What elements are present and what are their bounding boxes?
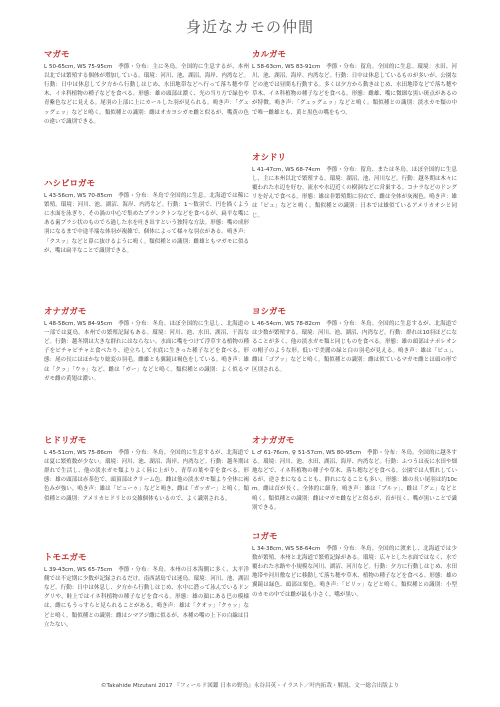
species-name: オナガガモ [252,436,295,446]
species-description: L 48-58cm, WS 84-95cm 季節・分布：冬鳥。ほぼ全国的に生息し、北海道の一部では夏鳥。本州での繁殖記録もある。環境：河川、池、水田、湖沼、干潟など。行動：越冬期は大きな群れにはならない。水面に嘴をつけて浮草する植物の種子をピチャピチャと食べたり、逆立ちして水底に生きった種子などを食べる。形態：尾の長にはほかなり総変の羽毛。雌雄とも翼鏡は褐色をしている。鳴き声：雄は「クッ」「ウゥ」など、雌は「ガー」などと鳴く。類似種との識別：よく似るマガモ雌の黄翅は濃い。 [44,320,249,382]
species-name: コガモ [252,532,278,542]
species-entry [252,436,457,513]
species-name: トモエガモ [44,553,87,563]
species-description: L 46-54cm, WS 78-82cm 季節・分布：冬鳥。全国的に生息するが、北海道では少数が繁殖する。環境：河川、池、湖沼、内湾など。行動：群れは10羽ほどになることが多く、他の淡水ガモ類と同じものを食べる。形態：雄の頭部はナポレオンの帽子のような形。低いで美麗の緑と白の羽毛が見える。鳴き声：雄は「ピュ」、雌は「ゴアッ」などと鳴く。類似種との識別：雌は似ているマガモ雌とは頭の形で区別される。 [252,320,458,373]
page-title: 身近なカモの仲間 [185,18,314,36]
species-entry [252,307,457,375]
species-entry [44,553,249,630]
species-description: L 45-51cm, WS 75-86cm 季節・分布：冬鳥。全国的に生息するが、北海道では夏に繁殖数が少ない。環境：河川、池、湖沼、海岸、内湾など。行動：越冬期は群れで生活し、他の淡水ガモ類よりよく陸に上がり、青草の葉や芽を食べる。形態：雄の頭部は赤茶色で、頭頂部はクリーム色。雌は他の淡水ガモ類より全体に褐色みが強い。鳴き声：雄は「ピューゥ」などと鳴き、雌は「ガッガー」と鳴く。類似種との識別：アメリカヒドリとの交雑個体もいるので、よく識別される。 [44,449,249,502]
copyright-footer: ©Takahide Mizutani 2017 『フィールド図鑑 日本の野鳥』永谷昌英・イラスト／叶内拓哉・解説、文一総合出版より [100,683,400,689]
species-entry [44,436,249,504]
species-entry [252,50,457,118]
species-name: オナガガモ [44,307,87,317]
species-name: オシドリ [252,153,287,163]
species-entry [44,307,249,384]
species-description: L 34-38cm, WS 58-64cm 季節・分布：冬鳥。全国的に渡来し、北海道では少数が繁殖。本州と北海道で繁殖記録がある。環境：広々とした水面ではなく、水で覆われた水路や小規模な河川、湖沼、河川など。行動：夕方に行動しはじめ、水田地帯や河川敷などに移動して落ち穂や草木、植物の種子などを食べる。形態：雄の翼鏡は緑色、頭部は栗色。鳴き声：「ピリッ」などと鳴く。類似種との識別：小型のカモの中では雌が最も小さく、嘴が黒い。 [252,545,457,598]
species-description: L 39-43cm, WS 65-75cm 季節・分布：冬鳥。本州の日本海側に多く、太平洋側では不定期に少数が記録されるだけ。南西諸島では迷鳥。環境：河川、池、湖沼など。行動：日中は休息し、夕方から行動しはじめ、水中に潜って泳んでいるドングリや、畦上ではイネ科植物の種子などを食べる。形態：雄の顔にある巴の模様は、雌にもうっすらと見られることがある。鳴き声：雄は「クオッ」「クゥッ」などと鳴く。類似種との識別：雌はシマアジ雌に似るが、本種の嘴の上下の白線は目立たない。 [44,566,249,628]
species-entry [252,532,457,600]
species-entry [252,153,457,221]
species-description: L 50-65cm, WS 75-95cm 季節・分布：主に冬鳥。全国的に生息するが、本州以北では繁殖する個体が増加している。環境：河川、池、湖沼、海岸、内湾など。行動：日中は休息して夕方から行動しはじめ、水田地帯などへ行って落ち穂や草木、イネ科植物の種子などを食べる。形態：雄の頭部は濃く、光の当り方で緑色や青紫色などに見える。尾羽の上部に上にカールした羽が見られる。鳴き声：「グェッグェッ」などと鳴く。類似種との識別：雌はオカヨシガモ雌と似るが、嘴黄の色の違いで識別できる。 [44,63,249,125]
species-description: L 58-63cm, WS 83-91cm 季節・分布：留鳥。全国的に生息。環境：水田、河川、池、湖沼、海岸、内湾など。行動：日中は休息しているものが多いが、公園などの池では昼間も行動する。多くは夕方から動きはじめ、水田地帯などで落ち穂や草木、イネ科植物の種子などを食べる。形態：雌雄、嘴に微細な黒い斑点があるのが特徴。鳴き声：「グェッグェッ」などと鳴く。類似種との識別：淡水カモ類の中で唯一雌雄とも、黄と黒色の嘴をもつ。 [252,63,457,116]
species-description: L ♂ 61-76cm, ♀ 51-57cm, WS 80-95cm 季節・分布：冬鳥。全国的に越冬する。環境：河川、池、水田、湖沼、海岸、内湾など。行動：ふつうは夜に水田や畑地などで、イネ科植物の種子や草木、落ち穂などを食べる。公園では人慣れしているが、逆さまになることも、群れになることも多い。形態：雄の長い尾羽は約10cm。雌は首が長く、全体的に細身。鳴き声：雄は「プルッ」、雌は「グェ」などと鳴く。類似種との識別：雌はマガモ雌などと似るが、首が長く、嘴が黒いことで識別できる。 [252,449,457,511]
species-entry [44,50,249,127]
species-name: ヒドリガモ [44,436,87,446]
species-description: L 43-56cm, WS 70-85cm 季節・分布：冬鳥で全国的に生息。北海道では稀に繁殖。環境：河川、池、湖沼、海岸、内湾など。行動：1～数羽で、円を描くように水面を泳ぎり、その渦の中心で集めたプランクトンなどを食べるが、扁平な嘴にある歯ブラシ状のものでろ過した水を吐き出すという独特な方法。形態：嘴の成形羽になるまで中途半端な体羽が複雑で、個体によって様々な羽衣がある。鳴き声：「クスッ」などと鼻に抜けるように鳴く。類似種との識別：雌雄ともマガモに似るが、嘴は扁平なことで識別できる。 [44,192,249,254]
species-name: ハシビロガモ [44,179,96,189]
species-name: カルガモ [252,50,287,60]
species-entry [44,179,249,256]
species-name: ヨシガモ [252,307,287,317]
species-description: L 41-47cm, WS 68-74cm 季節・分布：留鳥、または冬鳥。ほぼ全国的に生息し、主に本州以北で繁殖する。環境：湖沼、池、河川など。行動：越冬期は木々に覆われた水辺を好む。流水や水辺近くの樹洞などに営巣する。コナラなどのドングリを好んで食べる。形態：雄は非繁殖期に羽衣で、雌は全体が灰褐色。鳴き声：雄は「ピュ」などと鳴く。類似種との識別：日本では雄似ているアメリカオシと同じ。 [252,166,457,219]
species-name: マガモ [44,50,70,60]
